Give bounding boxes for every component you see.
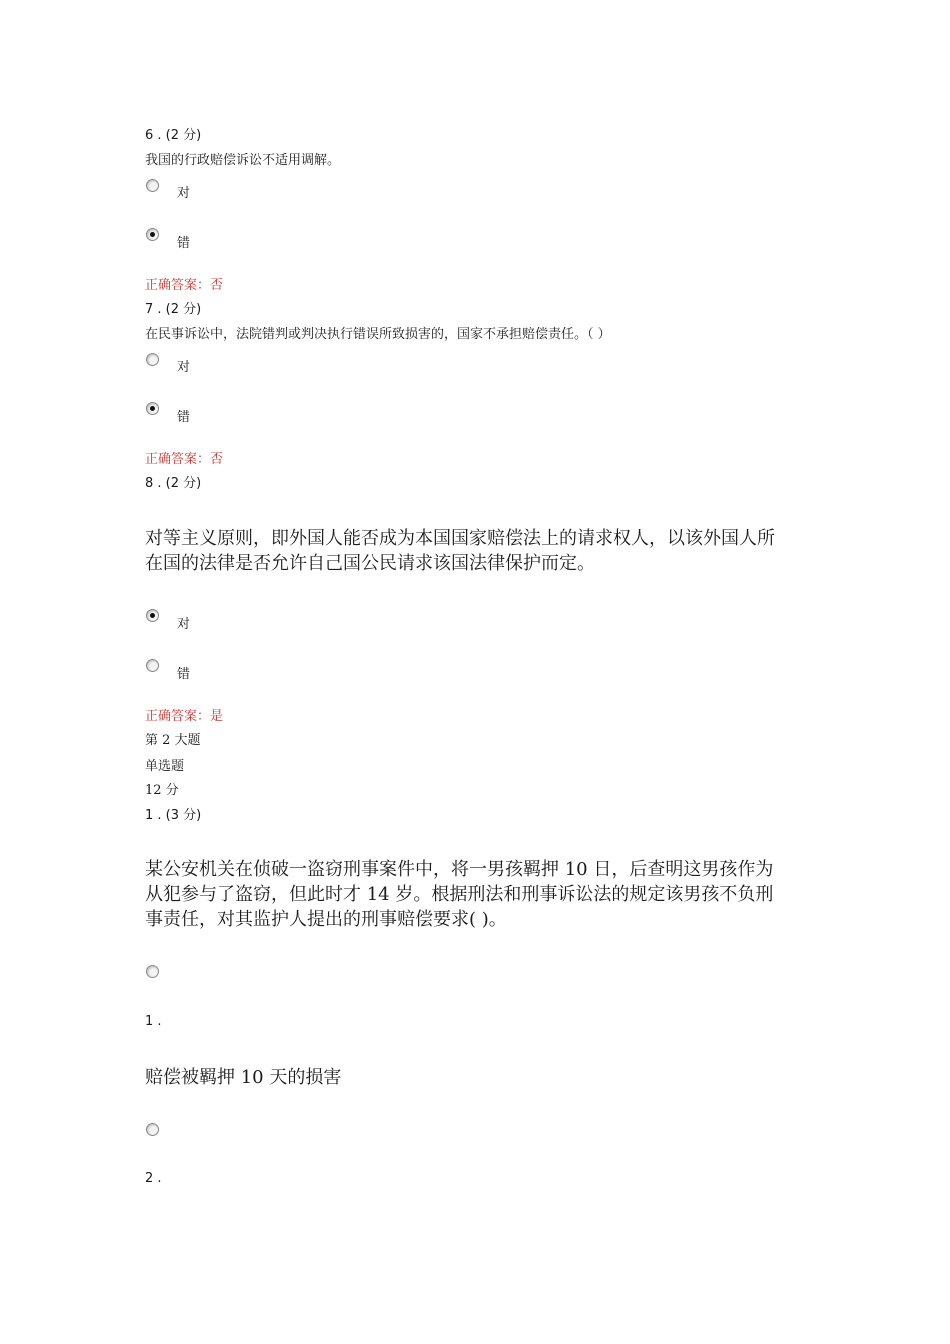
mc-question-1-option-2-number: 2 . xyxy=(145,1171,162,1186)
question-6-header: 6 . (2 分) xyxy=(145,128,202,143)
question-7-option-2-radio[interactable] xyxy=(146,402,159,415)
question-6-text: 我国的行政赔偿诉讼不适用调解。 xyxy=(145,153,341,168)
section-score: 12 分 xyxy=(145,783,179,798)
question-7-text: 在民事诉讼中，法院错判或判决执行错误所致损害的，国家不承担赔偿责任。（ ） xyxy=(145,327,611,342)
section-title: 第 2 大题 xyxy=(145,733,201,748)
question-8-option-2-radio[interactable] xyxy=(146,659,159,672)
mc-question-1-text-line-3: 事责任，对其监护人提出的刑事赔偿要求( )。 xyxy=(145,909,507,930)
question-7-option-2-label: 错 xyxy=(177,410,191,425)
question-6-correct-answer: 正确答案：否 xyxy=(145,278,224,293)
question-8-correct-answer: 正确答案：是 xyxy=(145,709,224,724)
question-8-option-1-radio[interactable] xyxy=(146,609,159,622)
mc-question-1-header: 1 . (3 分) xyxy=(145,808,202,823)
question-7-option-1-radio[interactable] xyxy=(146,353,159,366)
question-6-option-1-radio[interactable] xyxy=(146,179,159,192)
mc-question-1-option-1-radio[interactable] xyxy=(146,965,159,978)
question-7-correct-answer: 正确答案：否 xyxy=(145,452,224,467)
question-8-text-line-1: 对等主义原则，即外国人能否成为本国国家赔偿法上的请求权人，以该外国人所 xyxy=(145,528,775,549)
question-6-option-2-radio[interactable] xyxy=(146,228,159,241)
mc-question-1-text-line-1: 某公安机关在侦破一盗窃刑事案件中，将一男孩羁押 10 日，后查明这男孩作为 xyxy=(145,859,774,880)
mc-question-1-text-line-2: 从犯参与了盗窃，但此时才 14 岁。根据刑法和刑事诉讼法的规定该男孩不负刑 xyxy=(145,884,774,905)
question-6-option-2-label: 错 xyxy=(177,236,191,251)
section-type: 单选题 xyxy=(145,759,185,774)
mc-question-1-option-2-radio[interactable] xyxy=(146,1123,159,1136)
question-8-text-line-2: 在国的法律是否允许自己国公民请求该国法律保护而定。 xyxy=(145,553,595,574)
question-8-option-2-label: 错 xyxy=(177,667,191,682)
question-8-header: 8 . (2 分) xyxy=(145,476,202,491)
question-7-header: 7 . (2 分) xyxy=(145,302,202,317)
question-8-option-1-label: 对 xyxy=(177,617,191,632)
question-6-option-1-label: 对 xyxy=(177,186,191,201)
mc-question-1-option-1-number: 1 . xyxy=(145,1014,162,1029)
mc-question-1-option-1-text: 赔偿被羁押 10 天的损害 xyxy=(145,1067,342,1088)
question-7-option-1-label: 对 xyxy=(177,360,191,375)
